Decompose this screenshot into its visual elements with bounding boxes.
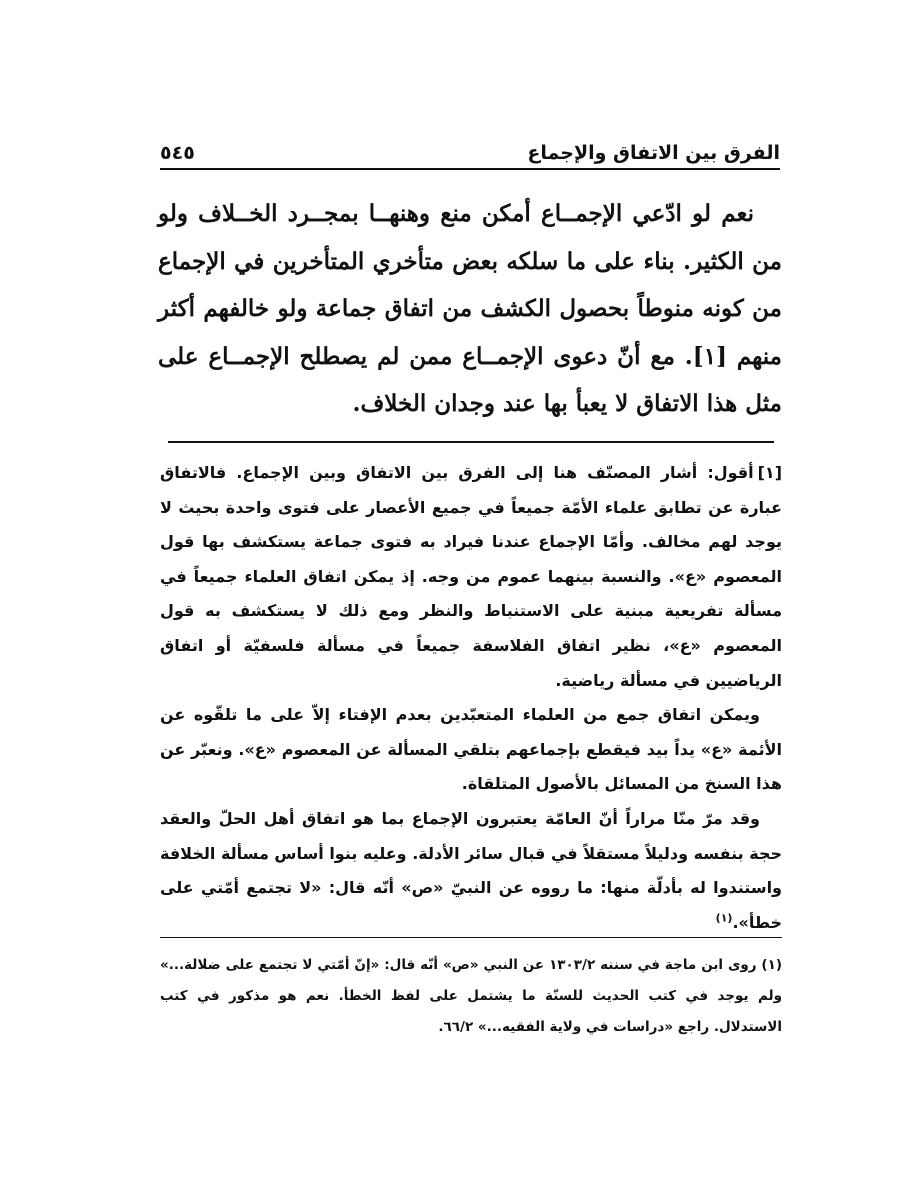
commentary-paragraph-2: ويمكن اتفاق جمع من العلماء المتعبّدين بعدم الإفتاء إلاّ على ما تلقّوه عن الأئمة «ع» يداً بيد فيقطع بإجماعهم بتلقي المسألة عن المعصوم «ع». ونعبّر عن هذا السنخ من المسائل بالأصول المتلقاة. [160, 705, 782, 794]
main-text-block [158, 190, 782, 428]
commentary-separator [168, 441, 774, 443]
footnote-reference: (١) [715, 911, 733, 925]
footnote-block [160, 950, 782, 1043]
commentary-block [160, 456, 782, 940]
commentary-text-3: وقد مرّ منّا مراراً أنّ العامّة يعتبرون الإجماع بما هو اتفاق أهل الحلّ والعقد حجة بنفسه ودليلاً مستقلاً في قبال سائر الأدلة. وعليه بنوا أساس مسألة الخلافة واستندوا له بأدلّة منها: ما رووه عن النبيّ «ص» أنّه قال: «لا تجتمع أمّتي على خطأ». [160, 808, 782, 932]
commentary-marker: [١] [757, 463, 782, 482]
main-text-paragraph: نعم لو ادّعي الإجمــاع أمكن منع وهنهــا بمجــرد الخــلاف ولو من الكثير. بناء على ما سلكه بعض متأخري المتأخرين في الإجماع من كونه منوطاً بحصول الكشف من اتفاق جماعة ولو خالفهم أكثر منهم [١]. مع أنّ دعوى الإجمــاع ممن لم يصطلح الإجمــاع على مثل هذا الاتفاق لا يعبأ بها عند وجدان الخلاف. [158, 200, 783, 417]
commentary-paragraph-1 [160, 456, 782, 698]
commentary-paragraph-3 [160, 802, 782, 940]
footnote-text: (١) روى ابن ماجة في سننه ١٣٠٣/٢ عن النبي «ص» أنّه قال: «إنّ أمّتي لا تجتمع على ضلالة...» ولم يوجد في كتب الحديث للسنّة ما يشتمل على لفظ الخطأ. نعم هو مذكور في كتب الاستدلال. راجع «دراسات في ولاية الفقيه...» ٦٦/٢. [160, 957, 783, 1035]
running-title: الفرق بين الاتفاق والإجماع [527, 142, 780, 164]
running-head [160, 128, 780, 164]
header-rule [160, 168, 780, 170]
commentary-text-1: أقول: أشار المصنّف هنا إلى الفرق بين الاتفاق وبين الإجماع. فالاتفاق عبارة عن تطابق علماء الأمّة جميعاً في جميع الأعصار على فتوى واحدة بحيث لا يوجد لهم مخالف. وأمّا الإجماع عندنا فيراد به فتوى جماعة يستكشف بها قول المعصوم «ع». والنسبة بينهما عموم من وجه. إذ يمكن اتفاق العلماء جميعاً في مسألة تفريعية مبنية على الاستنباط والنظر ومع ذلك لا يستكشف به قول المعصوم «ع»، نظير اتفاق الفلاسفة جميعاً في مسألة فلسفيّة أو اتفاق الرياضيين في مسألة رياضية. [160, 463, 782, 690]
footnote-separator [160, 937, 782, 938]
page-number: ٥٤٥ [160, 142, 195, 164]
